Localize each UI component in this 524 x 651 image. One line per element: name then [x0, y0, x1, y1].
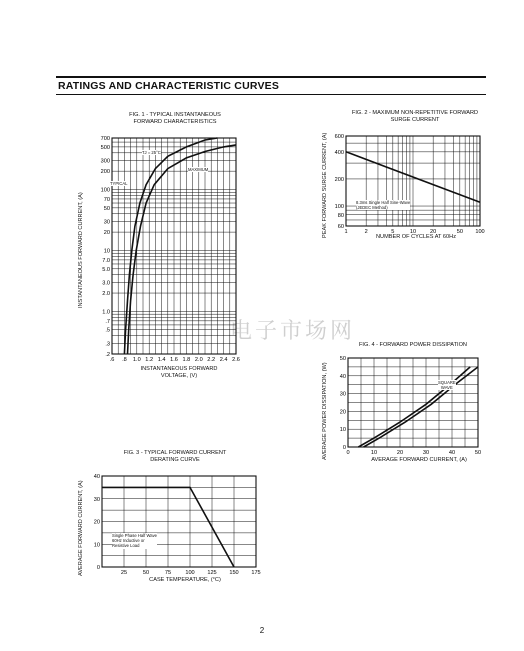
x-tick-label: 1.8	[182, 357, 191, 363]
x-tick-label: 2.4	[219, 357, 228, 363]
y-tick-label: 700	[100, 136, 110, 142]
fig2-title-line1: FIG. 2 - MAXIMUM NON-REPETITIVE FORWARD	[351, 110, 479, 116]
fig3-title-line1: FIG. 3 - TYPICAL FORWARD CURRENT	[123, 450, 227, 456]
x-tick-label: 125	[207, 570, 217, 576]
fig1-title-line2: FORWARD CHARACTERISTICS	[133, 119, 217, 125]
y-tick-label: .7	[105, 318, 110, 325]
y-tick-label: 2.0	[102, 291, 110, 298]
section-rule-top	[56, 76, 486, 78]
watermark: 电子市场网	[230, 319, 356, 344]
x-tick-label: 10	[409, 229, 417, 235]
fig1-maximum-label: MAXIMUM	[188, 167, 209, 172]
fig3-title-line2: DERATING CURVE	[150, 457, 200, 463]
fig4-chart	[316, 338, 506, 470]
y-tick-label: 3.0	[102, 280, 110, 287]
fig2-xlabel: NUMBER OF CYCLES AT 60Hz	[376, 234, 456, 240]
y-tick-label: 20	[103, 230, 110, 237]
y-tick-label: 0	[96, 565, 100, 571]
x-tick-label: 1.4	[157, 357, 166, 363]
x-tick-label: 175	[251, 570, 261, 576]
y-tick-label: 100	[100, 187, 110, 194]
x-tick-label: 1.6	[170, 357, 178, 363]
x-tick-label: .8	[122, 357, 127, 363]
y-tick-label: .5	[105, 327, 110, 334]
x-tick-label: 20	[430, 229, 437, 235]
fig1-title-line1: FIG. 1 - TYPICAL INSTANTANEOUS	[129, 112, 221, 118]
x-tick-label: 1.0	[132, 357, 141, 363]
y-tick-label: 50	[103, 205, 110, 212]
y-tick-label: 200	[334, 176, 344, 183]
fig1-xlabel-line1: INSTANTANEOUS FORWARD	[140, 366, 218, 372]
x-tick-label: 25	[120, 570, 128, 576]
x-tick-label: 30	[422, 450, 430, 456]
series-line-2	[128, 145, 237, 354]
y-tick-label: 600	[334, 134, 344, 140]
x-tick-label: 75	[164, 570, 172, 576]
fig3-xlabel: CASE TEMPERATURE, (°C)	[149, 577, 221, 583]
fig3-ylabel: AVERAGE FORWARD CURRENT, (A)	[78, 480, 84, 576]
fig4-note	[438, 380, 456, 390]
x-tick-label: 100	[475, 229, 485, 235]
x-tick-label: 2.0	[194, 357, 203, 363]
y-tick-label: 40	[93, 474, 100, 480]
fig3-plot	[70, 446, 270, 596]
x-tick-label: 2.6	[232, 357, 240, 363]
fig3-note-line2: 60Hz Inductive or	[112, 538, 145, 544]
y-tick-label: 200	[100, 169, 110, 176]
fig1-typical-label: TYPICAL	[110, 181, 128, 186]
y-tick-label: .3	[105, 341, 110, 348]
y-tick-label: 20	[339, 409, 346, 416]
y-tick-label: 60	[337, 224, 344, 230]
y-tick-label: 300	[100, 158, 110, 165]
fig1-chart	[70, 108, 260, 398]
fig2-ylabel: PEAK FORWARD SURGE CURRENT, (A)	[322, 132, 328, 238]
y-tick-label: 80	[337, 212, 344, 219]
section-title: RATINGS AND CHARACTERISTIC CURVES	[58, 80, 280, 92]
y-tick-label: 10	[93, 542, 100, 549]
x-tick-label: .6	[109, 357, 115, 363]
fig2-plot	[316, 108, 506, 248]
x-tick-label: 50	[456, 229, 463, 235]
y-tick-label: .2	[105, 352, 110, 358]
fig4-note-line1: SQUARE	[438, 380, 456, 385]
y-tick-label: 10	[103, 248, 110, 255]
x-tick-label: 150	[229, 570, 239, 576]
fig4-ylabel: AVERAGE POWER DISSIPATION, (W)	[322, 362, 328, 460]
x-tick-label: 50	[474, 450, 482, 456]
fig2-note-line2: (JEDEC Method)	[356, 205, 388, 211]
y-tick-label: 30	[93, 496, 100, 503]
y-tick-label: 70	[103, 196, 110, 203]
x-tick-label: 50	[142, 570, 150, 576]
x-tick-label: 2	[364, 229, 368, 235]
page-number: 2	[259, 626, 265, 635]
section-rule-bottom	[56, 94, 486, 95]
y-tick-label: 20	[93, 519, 100, 526]
y-tick-label: 10	[339, 427, 346, 434]
y-tick-label: 40	[339, 373, 346, 380]
x-tick-label: 40	[448, 450, 456, 456]
fig3-note-line1: Single Phase Half Wave	[112, 533, 157, 538]
y-tick-label: 7.0	[102, 257, 110, 264]
fig2-note	[356, 200, 410, 210]
series-line-1	[358, 367, 470, 447]
y-tick-label: 1.0	[102, 309, 110, 316]
fig1-xlabel	[114, 366, 244, 380]
y-tick-label: 5.0	[102, 266, 110, 273]
x-tick-label: 0	[346, 450, 350, 456]
y-tick-label: 30	[339, 391, 346, 398]
fig2-title-line2: SURGE CURRENT	[390, 117, 440, 123]
x-tick-label: 20	[396, 450, 404, 456]
fig2-chart	[316, 108, 506, 248]
x-tick-label: 1	[344, 229, 348, 235]
fig1-ylabel: INSTANTANEOUS FORWARD CURRENT, (A)	[78, 192, 84, 308]
y-tick-label: 50	[339, 356, 346, 362]
fig4-xlabel: AVERAGE FORWARD CURRENT, (A)	[371, 457, 467, 463]
x-tick-label: 5	[391, 229, 395, 235]
fig3-note-line3: Resistive Load	[112, 543, 140, 549]
fig1-plot	[70, 108, 260, 398]
fig4-plot	[316, 338, 506, 470]
x-tick-label: 10	[370, 450, 378, 456]
x-tick-label: 100	[185, 570, 195, 576]
fig2-note-line1: 8.3ms Single Half Sine-Wave	[356, 200, 411, 205]
fig4-title-line1: FIG. 4 - FORWARD POWER DISSIPATION	[359, 342, 467, 348]
fig3-chart	[70, 446, 270, 596]
fig1-tj-label: TJ = 25°C	[142, 150, 161, 155]
x-tick-label: 2.2	[207, 357, 216, 363]
fig1-xlabel-line2: VOLTAGE, (V)	[160, 373, 198, 379]
x-tick-label: 1.2	[145, 357, 154, 363]
y-tick-label: 400	[334, 149, 344, 156]
fig3-note	[112, 533, 157, 549]
y-tick-label: 500	[100, 144, 110, 151]
y-tick-label: 100	[334, 204, 344, 211]
y-tick-label: 0	[342, 445, 346, 451]
fig4-note-line2: WAVE	[440, 385, 453, 391]
y-tick-label: 30	[103, 219, 110, 226]
